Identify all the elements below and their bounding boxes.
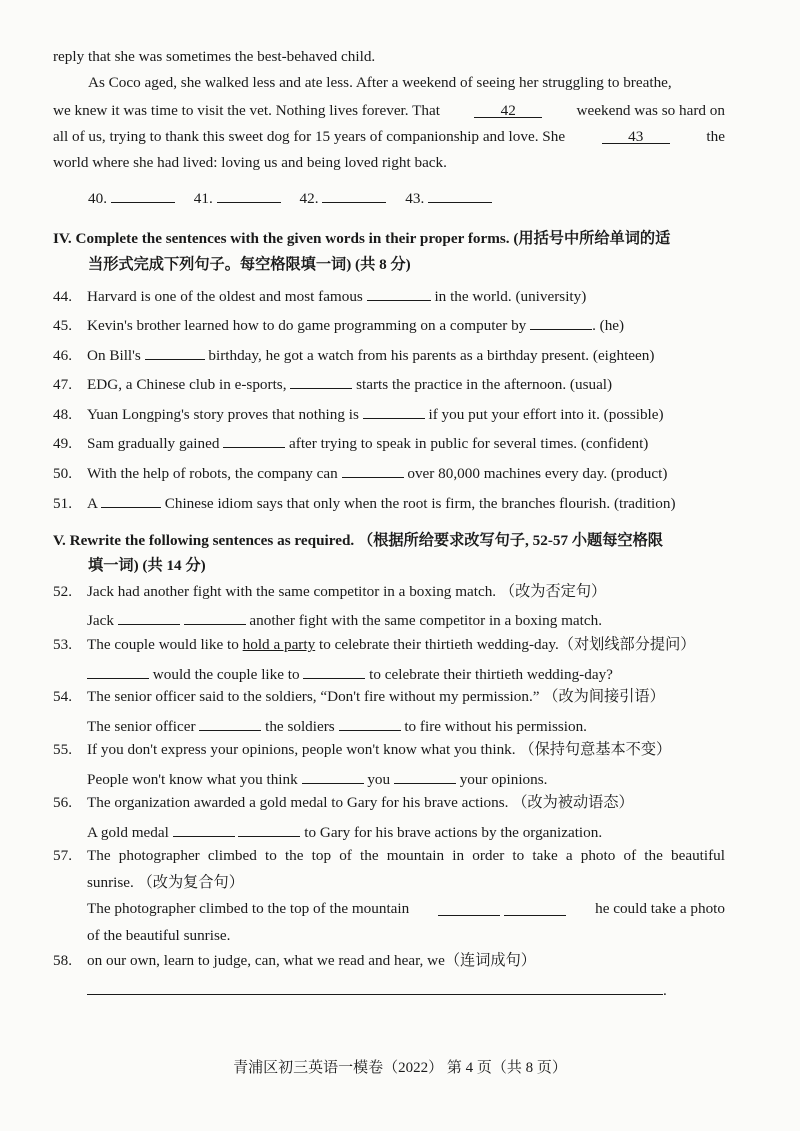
answer-blank[interactable] xyxy=(290,372,352,389)
question-50 xyxy=(53,461,667,484)
answer-text: the soldiers xyxy=(265,718,335,735)
answer-line xyxy=(88,186,492,209)
question-text: on our own, learn to judge, can, what we read and hear, we（连词成句） xyxy=(87,952,536,969)
question-49 xyxy=(53,431,648,454)
underlined-phrase: hold a party xyxy=(242,636,316,653)
question-number: 57. xyxy=(53,847,72,864)
answer-text: another fight with the same competitor in a boxing match. xyxy=(249,612,602,629)
section-v-heading: 填一词) (共 14 分) xyxy=(88,557,206,574)
answer-57 xyxy=(87,899,725,922)
answer-text: your opinions. xyxy=(459,771,548,788)
question-number: 44. xyxy=(53,288,72,305)
answer-blank[interactable] xyxy=(199,714,261,731)
passage-line xyxy=(53,101,725,121)
passage-text: the xyxy=(706,128,725,145)
passage-line: reply that she was sometimes the best-behaved child. xyxy=(53,48,376,65)
answer-blank[interactable] xyxy=(367,284,431,301)
question-53 xyxy=(53,635,695,655)
answer-55 xyxy=(87,767,547,790)
answer-blank[interactable] xyxy=(530,313,592,330)
page-footer: 青浦区初三英语一模卷（2022） 第 4 页（共 8 页） xyxy=(233,1060,567,1076)
question-number: 53. xyxy=(53,636,72,653)
question-text: over 80,000 machines every day. (product) xyxy=(407,465,668,482)
section-v-heading: V. Rewrite the following sentences as required. （根据所给要求改写句子, 52-57 小题每空格限 xyxy=(53,532,663,549)
answer-blank[interactable] xyxy=(394,767,456,784)
question-number: 49. xyxy=(53,435,72,452)
answer-56 xyxy=(87,820,602,843)
answer-53 xyxy=(87,662,613,685)
question-text: Yuan Longping's story proves that nothing is xyxy=(87,406,359,423)
passage-text: we knew it was time to visit the vet. Nothing lives forever. That xyxy=(53,102,440,119)
question-57-cont: sunrise. （改为复合句） xyxy=(87,874,244,891)
answer-40-label: 40. xyxy=(88,190,107,207)
answer-58 xyxy=(87,978,667,1001)
question-text: birthday, he got a watch from his parents as a birthday present. (eighteen) xyxy=(208,347,655,364)
answer-41-label: 41. xyxy=(193,190,213,207)
answer-40-blank[interactable] xyxy=(111,186,175,203)
answer-text: to Gary for his brave actions by the organization. xyxy=(304,824,603,841)
passage-line xyxy=(53,127,725,147)
section-iv-heading: 当形式完成下列句子。每空格限填一词) (共 8 分) xyxy=(88,256,411,273)
answer-text: People won't know what you think xyxy=(87,771,298,788)
answer-blank[interactable] xyxy=(118,608,180,625)
question-number: 51. xyxy=(53,495,72,512)
question-47 xyxy=(53,372,612,395)
question-57 xyxy=(53,846,725,866)
question-number: 50. xyxy=(53,465,72,482)
question-58 xyxy=(53,951,536,971)
passage-line: As Coco aged, she walked less and ate less. After a weekend of seeing her struggling to breathe, xyxy=(88,74,672,91)
question-text: Chinese idiom says that only when the root is firm, the branches flourish. (tradition) xyxy=(164,495,676,512)
question-number: 52. xyxy=(53,583,72,600)
question-text: starts the practice in the afternoon. (usual) xyxy=(356,376,613,393)
question-45 xyxy=(53,313,624,336)
answer-text: to fire without his permission. xyxy=(404,718,587,735)
answer-blank[interactable] xyxy=(438,899,500,916)
answer-blank[interactable] xyxy=(173,820,235,837)
answer-blank[interactable] xyxy=(363,402,425,419)
question-text: The senior officer said to the soldiers, “Don't fire without my permission.” （改为间接引语） xyxy=(87,688,665,705)
answer-blank[interactable] xyxy=(303,662,365,679)
question-number: 47. xyxy=(53,376,72,393)
answer-42-blank[interactable] xyxy=(322,186,386,203)
question-text: . (he) xyxy=(592,317,625,334)
question-text: Sam gradually gained xyxy=(87,435,220,452)
answer-text: would the couple like to xyxy=(152,666,300,683)
question-55 xyxy=(53,740,671,760)
question-54 xyxy=(53,687,665,707)
question-text: to celebrate their thirtieth wedding-day.（对划线部分提问） xyxy=(318,636,696,653)
answer-text: to celebrate their thirtieth wedding-day? xyxy=(369,666,613,683)
question-text: if you put your effort into it. (possible) xyxy=(428,406,664,423)
question-51 xyxy=(53,491,676,514)
answer-41-blank[interactable] xyxy=(217,186,281,203)
section-iv-heading: IV. Complete the sentences with the given words in their proper forms. (用括号中所给单词的适 xyxy=(53,230,671,247)
question-text: With the help of robots, the company can xyxy=(87,465,338,482)
question-number: 55. xyxy=(53,741,72,758)
question-text: Harvard is one of the oldest and most famous xyxy=(87,288,363,305)
passage-text: weekend was so hard on xyxy=(576,102,725,119)
answer-blank[interactable] xyxy=(145,343,205,360)
question-text: Kevin's brother learned how to do game programming on a computer by xyxy=(87,317,527,334)
question-48 xyxy=(53,402,664,425)
question-number: 56. xyxy=(53,794,72,811)
question-44 xyxy=(53,284,586,307)
answer-text: The senior officer xyxy=(87,718,196,735)
answer-line-blank[interactable] xyxy=(87,978,663,995)
answer-43-blank[interactable] xyxy=(428,186,492,203)
question-text: The photographer climbed to the top of the mountain in order to take a photo of the beautiful xyxy=(87,847,725,864)
question-number: 45. xyxy=(53,317,72,334)
question-number: 46. xyxy=(53,347,72,364)
answer-57-cont: of the beautiful sunrise. xyxy=(87,927,231,944)
answer-text: A gold medal xyxy=(87,824,169,841)
question-number: 48. xyxy=(53,406,72,423)
question-text: The couple would like to xyxy=(87,636,239,653)
question-text: On Bill's xyxy=(87,347,141,364)
answer-blank[interactable] xyxy=(238,820,300,837)
question-text: A xyxy=(87,495,98,512)
answer-blank[interactable] xyxy=(504,899,566,916)
answer-54 xyxy=(87,714,587,737)
answer-blank[interactable] xyxy=(339,714,401,731)
answer-blank[interactable] xyxy=(342,461,404,478)
answer-43-label: 43. xyxy=(405,190,425,207)
answer-text: The photographer climbed to the top of the mountain xyxy=(87,900,410,917)
blank-43[interactable]: 43 xyxy=(602,127,670,144)
answer-blank[interactable] xyxy=(87,662,149,679)
answer-52 xyxy=(87,608,602,631)
question-text: in the world. (university) xyxy=(434,288,587,305)
answer-blank[interactable] xyxy=(101,491,161,508)
period: . xyxy=(663,982,667,999)
question-56 xyxy=(53,793,634,813)
answer-text: you xyxy=(367,771,391,788)
passage-line: world where she had lived: loving us and being loved right back. xyxy=(53,154,447,171)
answer-blank[interactable] xyxy=(223,431,285,448)
question-text: after trying to speak in public for several times. (confident) xyxy=(289,435,649,452)
question-52 xyxy=(53,582,606,602)
question-text: EDG, a Chinese club in e-sports, xyxy=(87,376,287,393)
answer-text: Jack xyxy=(87,612,114,629)
answer-text: he could take a photo xyxy=(595,900,725,917)
blank-42[interactable]: 42 xyxy=(474,101,542,118)
passage-text: all of us, trying to thank this sweet dog for 15 years of companionship and love. She xyxy=(53,128,566,145)
question-text: If you don't express your opinions, people won't know what you think. （保持句意基本不变） xyxy=(87,741,672,758)
answer-42-label: 42. xyxy=(299,190,319,207)
question-text: Jack had another fight with the same competitor in a boxing match. （改为否定句） xyxy=(87,583,607,600)
answer-blank[interactable] xyxy=(184,608,246,625)
answer-blank[interactable] xyxy=(302,767,364,784)
question-46 xyxy=(53,343,654,366)
question-text: The organization awarded a gold medal to Gary for his brave actions. （改为被动语态） xyxy=(87,794,634,811)
question-number: 54. xyxy=(53,688,72,705)
question-number: 58. xyxy=(53,952,72,969)
